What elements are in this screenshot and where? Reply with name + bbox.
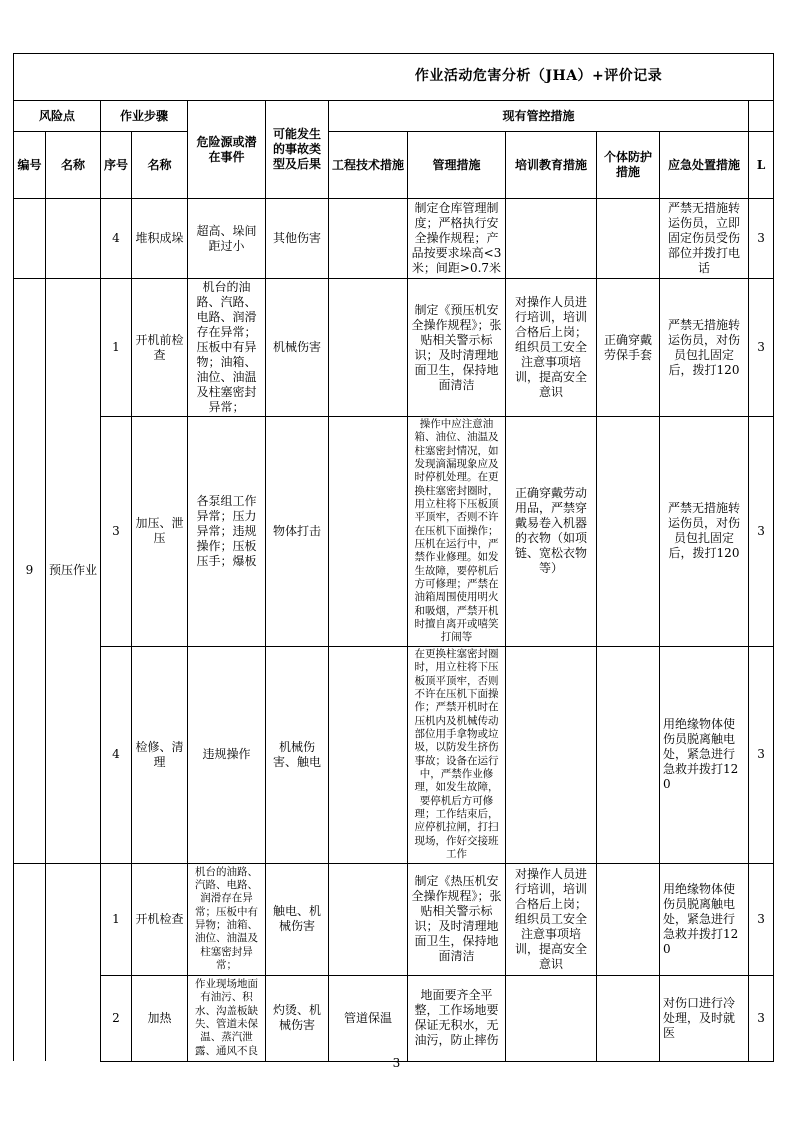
cell-ppe [597,199,660,279]
cell-hazard: 机台的油路、汽路、电路、润滑存在异常；压板中有异物；油箱、油位、油温及柱塞密封异常； [188,279,266,417]
table-row [14,199,774,279]
header-emergency-measures: 应急处置措施 [660,132,749,199]
cell-emergency: 用绝缘物体使伤员脱离触电处，紧急进行急救并拨打120 [660,863,749,975]
cell-accident: 灼烫、机械伤害 [266,975,329,1061]
header-l-spacer [749,101,774,132]
header-engineering-measures: 工程技术措施 [329,132,408,199]
cell-risk-name-blank [46,199,101,279]
header-risk-name: 名称 [46,132,101,199]
cell-training [506,646,597,863]
header-l: L [749,132,774,199]
cell-engineering [329,279,408,417]
header-accident-type: 可能发生的事故类型及后果 [266,101,329,199]
cell-ppe [597,646,660,863]
cell-ppe: 正确穿戴劳保手套 [597,279,660,417]
cell-training: 正确穿戴劳动用品，严禁穿戴易卷入机器的衣物（如项链、宽松衣物等） [506,417,597,647]
cell-l: 3 [749,279,774,417]
cell-step: 开机检查 [132,863,188,975]
table-row [14,646,774,863]
cell-accident: 触电、机械伤害 [266,863,329,975]
cell-l: 3 [749,417,774,647]
cell-step: 堆积成垛 [132,199,188,279]
cell-accident: 物体打击 [266,417,329,647]
header-risk-no: 编号 [14,132,46,199]
table-row [14,975,774,1061]
cell-management: 操作中应注意油箱、油位、油温及柱塞密封情况，如发现滴漏现象应及时停机处理。在更换柱塞密封圈时，用立柱将下压板顶平顶牢，否则不许在压机下面操作；压机在运行中，严禁作业修理。如发生故障，要停机后方可修理；严禁在油箱周围使用明火和吸烟，严禁开机时擅自离开或嘻笑打闹等 [408,417,506,647]
cell-emergency: 严禁无措施转运伤员，立即固定伤员受伤部位并拨打电话 [660,199,749,279]
cell-risk-no: 9 [14,279,46,864]
cell-training [506,975,597,1061]
cell-management: 在更换柱塞密封圈时，用立柱将下压板顶平顶牢，否则不许在压机下面操作；严禁开机时在压机内及机械传动部位用手拿物或垃圾，以防发生挤伤事故；设备在运行中，严禁作业修理，如发生故障，要停机后方可修理；工作结束后，应停机拉闸，打扫现场，作好交接班工作 [408,646,506,863]
cell-engineering: 管道保温 [329,975,408,1061]
cell-step: 开机前检查 [132,279,188,417]
cell-accident: 机械伤害、触电 [266,646,329,863]
header-work-steps: 作业步骤 [101,101,188,132]
jha-table [13,53,774,1062]
table-row [14,279,774,417]
cell-training [506,199,597,279]
cell-seq: 2 [101,975,132,1061]
cell-l: 3 [749,199,774,279]
cell-emergency: 用绝缘物体使伤员脱离触电处，紧急进行急救并拨打120 [660,646,749,863]
table-row [14,417,774,647]
header-step-seq: 序号 [101,132,132,199]
cell-accident: 机械伤害 [266,279,329,417]
cell-training: 对操作人员进行培训，培训合格后上岗；组织员工安全注意事项培训，提高安全意识 [506,279,597,417]
cell-risk-no-blank [14,199,46,279]
cell-hazard: 机台的油路、汽路、电路、润滑存在异常；压板中有异物；油箱、油位、油温及柱塞密封异常； [188,863,266,975]
cell-seq: 4 [101,199,132,279]
cell-ppe [597,863,660,975]
cell-seq: 1 [101,279,132,417]
cell-ppe [597,975,660,1061]
cell-l: 3 [749,863,774,975]
header-training-measures: 培训教育措施 [506,132,597,199]
cell-seq: 3 [101,417,132,647]
cell-step: 加压、泄压 [132,417,188,647]
cell-ppe [597,417,660,647]
cell-accident: 其他伤害 [266,199,329,279]
cell-hazard: 超高、垛间距过小 [188,199,266,279]
cell-management: 制定《预压机安全操作规程》；张贴相关警示标识；及时清理地面卫生，保持地面清洁 [408,279,506,417]
cell-l: 3 [749,646,774,863]
table-row [14,863,774,975]
cell-step: 检修、清理 [132,646,188,863]
cell-emergency: 严禁无措施转运伤员，对伤员包扎固定后，拨打120 [660,279,749,417]
cell-training: 对操作人员进行培训，培训合格后上岗；组织员工安全注意事项培训，提高安全意识 [506,863,597,975]
header-ppe-measures: 个体防护措施 [597,132,660,199]
header-existing-controls: 现有管控措施 [329,101,749,132]
cell-risk-name: 预压作业 [46,279,101,864]
cell-management: 制定仓库管理制度；严格执行安全操作规程；产品按要求垛高<3米；间距>0.7米 [408,199,506,279]
cell-risk-name-continued [46,863,101,1061]
cell-hazard: 作业现场地面有油污、积水、沟盖板缺失、管道未保温、蒸汽泄露、通风不良 [188,975,266,1061]
cell-l: 3 [749,975,774,1061]
cell-management: 制定《热压机安全操作规程》；张贴相关警示标识；及时清理地面卫生，保持地面清洁 [408,863,506,975]
cell-engineering [329,417,408,647]
document-title: 作业活动危害分析（JHA）+评价记录 [14,54,774,101]
cell-engineering [329,199,408,279]
header-step-name: 名称 [132,132,188,199]
cell-emergency: 严禁无措施转运伤员，对伤员包扎固定后，拨打120 [660,417,749,647]
cell-hazard: 违规操作 [188,646,266,863]
cell-emergency: 对伤口进行冷处理，及时就医 [660,975,749,1061]
header-risk-point: 风险点 [14,101,101,132]
cell-seq: 4 [101,646,132,863]
header-management-measures: 管理措施 [408,132,506,199]
cell-management: 地面要齐全平整，工作场地要保证无积水，无油污，防止摔伤 [408,975,506,1061]
page-number: 3 [392,1056,401,1070]
cell-engineering [329,646,408,863]
cell-risk-no-continued [14,863,46,1061]
cell-hazard: 各泵组工作异常；压力异常；违规操作；压板压手；爆板 [188,417,266,647]
cell-engineering [329,863,408,975]
cell-seq: 1 [101,863,132,975]
header-hazard: 危险源或潜在事件 [188,101,266,199]
cell-step: 加热 [132,975,188,1061]
